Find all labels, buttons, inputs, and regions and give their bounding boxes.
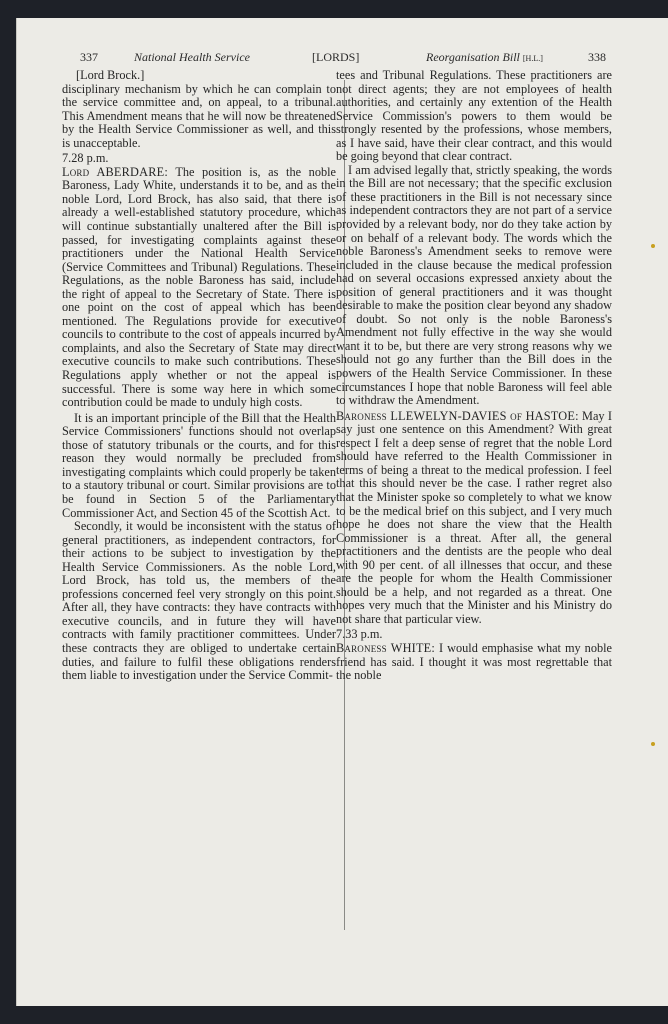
running-title-right-suffix: [H.L.]: [522, 54, 543, 63]
margin-mark: [651, 244, 655, 248]
timestamp-2: 7.33 p.m.: [336, 627, 383, 642]
page-number-right: 338: [588, 50, 606, 64]
house-label: [LORDS]: [312, 50, 360, 64]
paragraph-3: It is an important principle of the Bill that the Health Service Commissioners' functions should not overlap those of statutory tribunals or the courts, and for this reason they would normally be precluded from investigating complaints which could properly be taken to a stautory tribunal or court. Similar provisions are to be found in Section 5 of the Parliamentary Commissioner Act, and Section 45 of the Scottish Act.: [62, 410, 336, 520]
speech-text: The position is, as the noble Baroness, Lady White, understands it to be, and as the noble Lord, Lord Brock, has also said, that there is already a well-established statutory procedure, which will continue substantially unaltered after the Bill is passed, for investigating complaints against these practitioners under the National Health Service (Service Committees and Tribunal) Regulations. These Regulations, as the noble Baroness has said, include the right of appeal to the Secretary of State. There is one point on the cost of appeal which has been mentioned. The Regulations provide for executive councils to contribute to the cost of appeals incurred by complaints, and also the Secretary of State may direct executive councils to make such contributions. These Regulations apply whether or not the appeal is successful. There is some way here in which some contribution could be made to unduly high costs.: [62, 164, 336, 410]
right-column: [336, 69, 612, 683]
running-title-left: National Health Service: [134, 50, 250, 64]
margin-mark: [651, 742, 655, 746]
speech-llewelyn-davies: [336, 410, 612, 627]
left-column: [62, 69, 336, 683]
speaker-name: Lord ABERDARE:: [62, 164, 168, 179]
running-title-right: [426, 50, 543, 65]
page-number-left: 337: [80, 50, 98, 64]
speech-white: [336, 642, 612, 683]
paragraph-4: Secondly, it would be inconsistent with the status of general practitioners, as independent contractors, for their actions to be subject to investigation by the Health Service Commissioners. As the noble Lord, Lord Brock, has told us, the members of the professions concerned feel very strongly on this point. After all, they have contracts: they have contracts with executive councils, and in future they will have contracts with family practitioner committees. Under these contracts they are obliged to undertake certain duties, and failure to fulfil these obligations renders them liable to investigation under the Service Commit-: [62, 519, 336, 683]
speech-aberdare: [62, 166, 336, 410]
speaker-carry-label: [Lord Brock.]: [76, 68, 145, 82]
speaker-name: Baroness LLEWELYN-DAVIES of HASTOE:: [336, 408, 579, 423]
speech-text: May I say just one sentence on this Amendment? With great respect I felt a deep sense of regret that the noble Lord should have referred to the Health Commissioner in terms of being a threat to the medical profession. I feel that this should never be the case. I rather regret also that the Minister spoke so completely to what we know to be the medical brief on this subject, and I very much hope he does not share the view that the Health Commissioner is a threat. After all, the general practitioners and the dentists are the people who deal with 90 per cent. of all illnesses that occur, and these are the people for whom the Health Commissioner should be a help, and not regarded as a threat. One hopes very much that the Minister and his Ministry do not share that particular view.: [336, 408, 612, 626]
paragraph-5: tees and Tribunal Regulations. These practitioners are not direct agents; they are not employees of health authorities, and certainly any extention of the Health Service Commission's powers to them would be strongly resented by the professions, whose members, as I have said, have their clear contract, and this would be going beyond that clear contract.: [336, 68, 612, 164]
timestamp-1: 7.28 p.m.: [62, 151, 109, 166]
speech-text: I would emphasise what my noble friend has said. I thought it was most regrettable that the noble: [336, 640, 612, 683]
running-title-right-text: Reorganisation Bill: [426, 50, 520, 64]
speaker-name: Baroness WHITE:: [336, 640, 436, 655]
paragraph-6: I am advised legally that, strictly speaking, the words in the Bill are not necessary; that the specific exclusion of these practitioners in the Bill is not necessary since as independent contractors they are not part of a service provided by a relevant body, nor do they take action by or on behalf of a relevant body. The words which the noble Baroness's Amendment seeks to remove were included in the clause because the medical profession had on several occasions expressed anxiety about the position of general practitioners and it was thought desirable to make the position clear beyond any shadow of doubt. So not only is the noble Baroness's Amendment not fully effective in the way she would want it to be, but there are very strong reasons why we should not go any further than the Bill does in the powers of the Health Service Commissioner. In these circumstances I hope that noble Baroness will feel able to withdraw the Amendment.: [336, 162, 612, 408]
paragraph-1: disciplinary mechanism by which he can complain to the service committee and, on appeal, to a tribunal. This Amendment means that he will now be threatened by the Health Service Commissioner as well, and this is unacceptable.: [62, 81, 336, 150]
